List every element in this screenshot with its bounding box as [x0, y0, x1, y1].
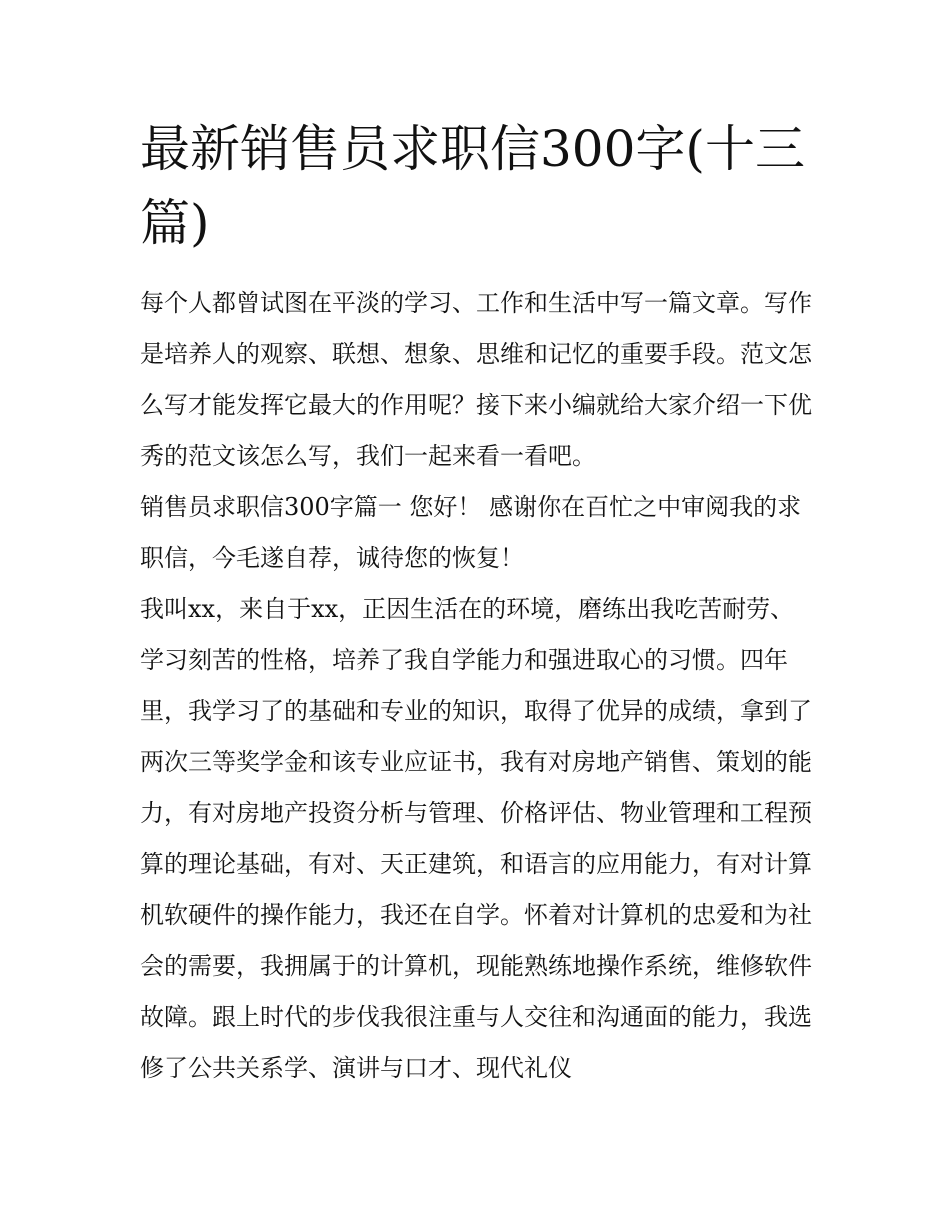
document-title: 最新销售员求职信300字(十三篇): [140, 120, 805, 252]
intro-paragraph: 每个人都曾试图在平淡的学习、工作和生活中写一篇文章。写作是培养人的观察、联想、想象、思维和记忆的重要手段。范文怎么写才能发挥它最大的作用呢？接下来小编就给大家介绍一下优秀的范文该怎么写，我们一起来看一看吧。: [140, 289, 812, 470]
document-body: [140, 278, 816, 1094]
self-introduction-paragraph: 我叫xx，来自于xx，正因生活在的环境，磨练出我吃苦耐劳、学习刻苦的性格，培养了我自学能力和强进取心的习惯。四年里，我学习了的基础和专业的知识，取得了优异的成绩，拿到了两次三等奖学金和该专业应证书，我有对房地产销售、策划的能力，有对房地产投资分析与管理、价格评估、物业管理和工程预算的理论基础，有对、天正建筑，和语言的应用能力，有对计算机软硬件的操作能力，我还在自学。怀着对计算机的忠爱和为社会的需要，我拥属于的计算机，现能熟练地操作系统，维修软件故障。跟上时代的步伐我很注重与人交往和沟通面的能力，我选修了公共关系学、演讲与口才、现代礼仪: [140, 595, 812, 1082]
greeting-paragraph: 销售员求职信300字篇一 您好！ 感谢你在百忙之中审阅我的求职信，今毛遂自荐，诚待您的恢复！: [140, 493, 802, 572]
